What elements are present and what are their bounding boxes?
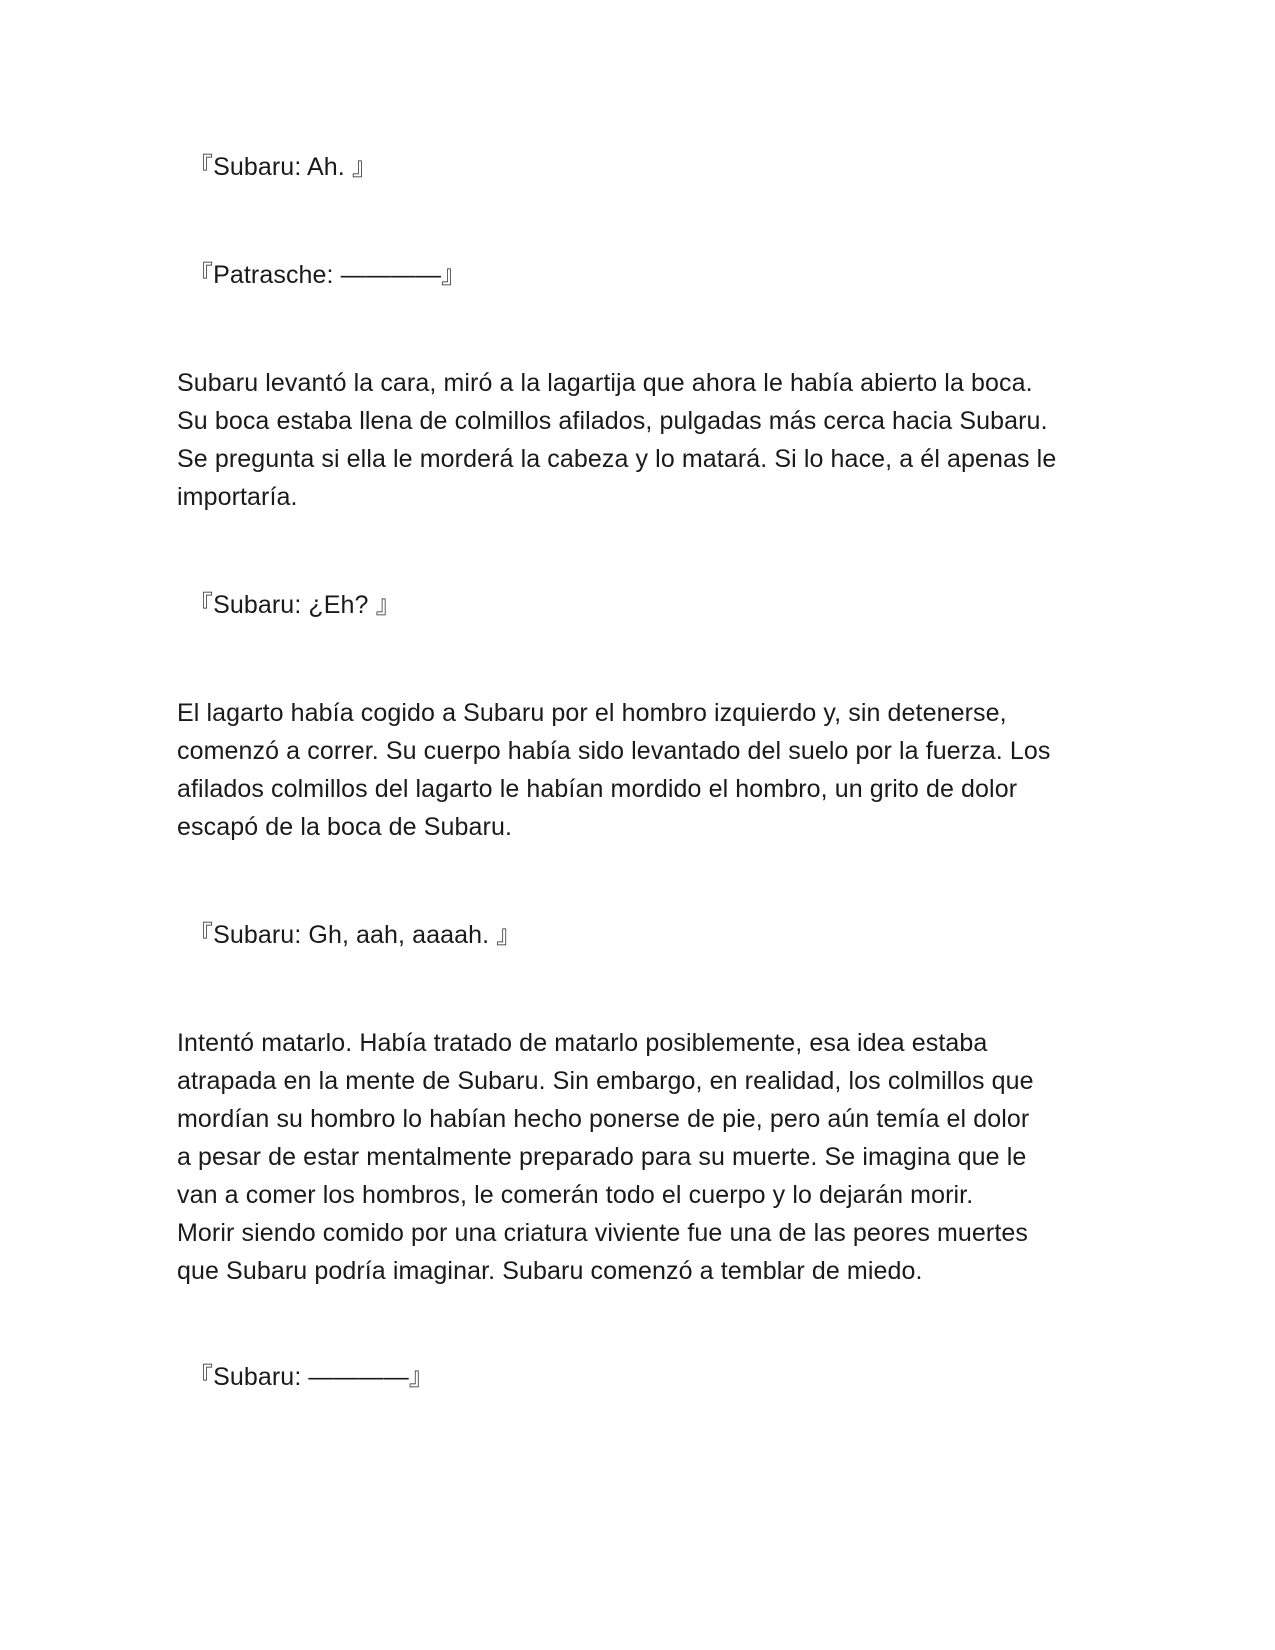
paragraph-line: atrapada en la mente de Subaru. Sin embargo, en realidad, los colmillos que [177, 1067, 1034, 1095]
paragraph-line: importaría. [177, 483, 298, 511]
paragraph [177, 694, 1117, 846]
paragraph-line: afilados colmillos del lagarto le habían mordido el hombro, un grito de dolor [177, 775, 1018, 803]
paragraph-line: Subaru levantó la cara, miró a la lagartija que ahora le había abierto la boca. [177, 369, 1033, 397]
paragraph-line: comenzó a correr. Su cuerpo había sido levantado del suelo por la fuerza. Los [177, 737, 1051, 765]
dialogue-line: 『Subaru: ¿Eh? 』 [188, 591, 401, 619]
paragraph-line: Se pregunta si ella le morderá la cabeza y lo matará. Si lo hace, a él apenas le [177, 445, 1057, 473]
paragraph-line: El lagarto había cogido a Subaru por el hombro izquierdo y, sin detenerse, [177, 699, 1007, 727]
dialogue-line: 『Subaru: Gh, aah, aaaah. 』 [188, 921, 522, 949]
dialogue-line: 『Patrasche: ————』 [188, 261, 467, 289]
paragraph [177, 1024, 1117, 1290]
paragraph-line: a pesar de estar mentalmente preparado para su muerte. Se imagina que le [177, 1143, 1027, 1171]
paragraph-line: que Subaru podría imaginar. Subaru comenzó a temblar de miedo. [177, 1257, 923, 1285]
paragraph-line: van a comer los hombros, le comerán todo el cuerpo y lo dejarán morir. [177, 1181, 974, 1209]
dialogue-line: 『Subaru: Ah. 』 [188, 153, 377, 181]
paragraph-line: mordían su hombro lo habían hecho ponerse de pie, pero aún temía el dolor [177, 1105, 1030, 1133]
paragraph [177, 364, 1117, 516]
paragraph-line: Morir siendo comido por una criatura viviente fue una de las peores muertes [177, 1219, 1028, 1247]
dialogue-line: 『Subaru: ————』 [188, 1363, 434, 1391]
paragraph-line: escapó de la boca de Subaru. [177, 813, 512, 841]
paragraph-line: Su boca estaba llena de colmillos afilados, pulgadas más cerca hacia Subaru. [177, 407, 1048, 435]
paragraph-line: Intentó matarlo. Había tratado de matarlo posiblemente, esa idea estaba [177, 1029, 988, 1057]
